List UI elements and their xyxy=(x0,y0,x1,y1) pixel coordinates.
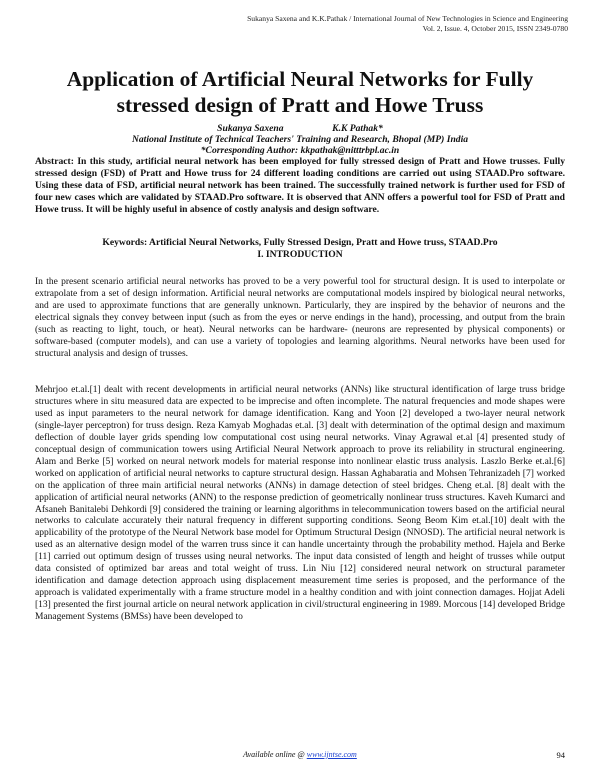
author-2: K.K Pathak* xyxy=(332,123,383,134)
author-line xyxy=(30,123,570,134)
keywords: Keywords: Artificial Neural Networks, Fully Stressed Design, Pratt and Howe truss, STAAD.Pro xyxy=(102,237,498,248)
intro-paragraph-1: In the present scenario artificial neural networks has proved to be a very powerful tool for structural design. It is used to interpolate or extrapolate from a set of design information. Artificial neural networks are computational models inspired by biological neural networks, and are used to approximate functions that are generally unknown. Particularly, they are inspired by the behavior of neurons and the electrical signals they convey between input (such as from the eyes or nerve endings in the hand), processing, and output from the brain (such as reacting to light, touch, or heat). Neural networks can be hardware- (neurons are represented by physical components) or software-based (computer models), and can use a variety of topologies and learning algorithms. Neural networks have been used for structural analysis and design of trusses. xyxy=(35,277,565,359)
corresponding-author: *Corresponding Author: kkpathak@nitttrbpl.ac.in xyxy=(200,145,400,156)
paper-title: Application of Artificial Neural Networks for Fully stressed design of Pratt and Howe Truss xyxy=(66,67,534,117)
affiliation: National Institute of Technical Teachers' Training and Research, Bhopal (MP) India xyxy=(131,134,469,145)
abstract: Abstract: In this study, artificial neural network has been employed for fully stressed design of Pratt and Howe trusses. Fully stressed design (FSD) of Pratt and Howe truss for 24 different loading conditions are carried out using STAAD.Pro software. Using these data of FSD, artificial neural network has been trained. The successfully trained network is further used for FSD of four new cases which are validated by STAAD.Pro software. It is observed that ANN offers a powerful tool for FSD of Pratt and Howe truss. It will be highly useful in absence of costly analysis and design software. xyxy=(35,156,565,216)
footer-prefix: Available online @ xyxy=(243,750,307,759)
author-1: Sukanya Saxena xyxy=(217,123,284,134)
page-number: 94 xyxy=(556,750,565,760)
footer xyxy=(30,750,570,760)
header-journal-line: Sukanya Saxena and K.K.Pathak / International Journal of New Technologies in Science and Engineering xyxy=(247,14,568,23)
section-heading-introduction: I. INTRODUCTION xyxy=(257,249,343,260)
running-header xyxy=(108,14,568,34)
journal-website-link[interactable]: www.ijntse.com xyxy=(306,750,357,759)
header-volume-line: Vol. 2, Issue. 4, October 2015, ISSN 2349-0780 xyxy=(422,24,568,33)
intro-paragraph-2: Mehrjoo et.al.[1] dealt with recent developments in artificial neural networks (ANNs) like structural identification of large truss bridge structures where in situ measured data are expected to be imprecise and often incomplete. The natural frequencies and mode shapes were used as input parameters to the neural network for damage identification. Kang and Yoon [2] developed a two-layer neural network (single-layer perceptron) for truss design. Reza Kamyab Moghadas et.al. [3] dealt with determination of the optimal design and maximum deflection of double layer grids spending low computational cost using neural networks. Vinay Agrawal et.al [4] presented study of conceptual design of communication towers using Artificial Neural Network approach to prove its reliability in structural engineering. Alam and Berke [5] worked on neural network models for material response into nonlinear elastic truss analysis. Laszlo Berke et.al.[6] worked on application of artificial neural networks to capture structural design. Hassan Aghabaratia and Mohsen Tehranizadeh [7] worked on the application of three main artificial neural networks (ANNs) in damage detection of steel bridges. Cheng et.al. [8] dealt with the application of artificial neural networks (ANN) to the response prediction of geometrically nonlinear truss structures. Kaveh Kumarci and Afsaneh Banitalebi Dehkordi [9] considered the training or learning algorithms in telecommunication towers based on the artificial neural networks to calculate accurately their natural frequency in different supporting conditions. Seong Beom Kim et.al.[10] dealt with the applicability of the prototype of the Neural Network base model for Optimum Structural Design (NNOSD). The artificial neural network is used as an alternative design model of the warren truss since it can handle uncertainty through the probability method. Hajela and Berke [11] carried out optimum design of trusses using neural networks. The input data consisted of length and height of trusses while output data consisted of optimized bar areas and total weight of truss. Lin Niu [12] considered neural network on structural parameter identification and damage detection approach using displacement measurement time series is proposed, and the performance of the approach is validated experimentally with a frame structure model in a healthy condition and with joint connection damages. Hojjat Adeli [13] presented the first journal article on neural network application in civil/structural engineering in 1989. Morcous [14] developed Bridge Management Systems (BMSs) have been developed to xyxy=(35,385,565,623)
